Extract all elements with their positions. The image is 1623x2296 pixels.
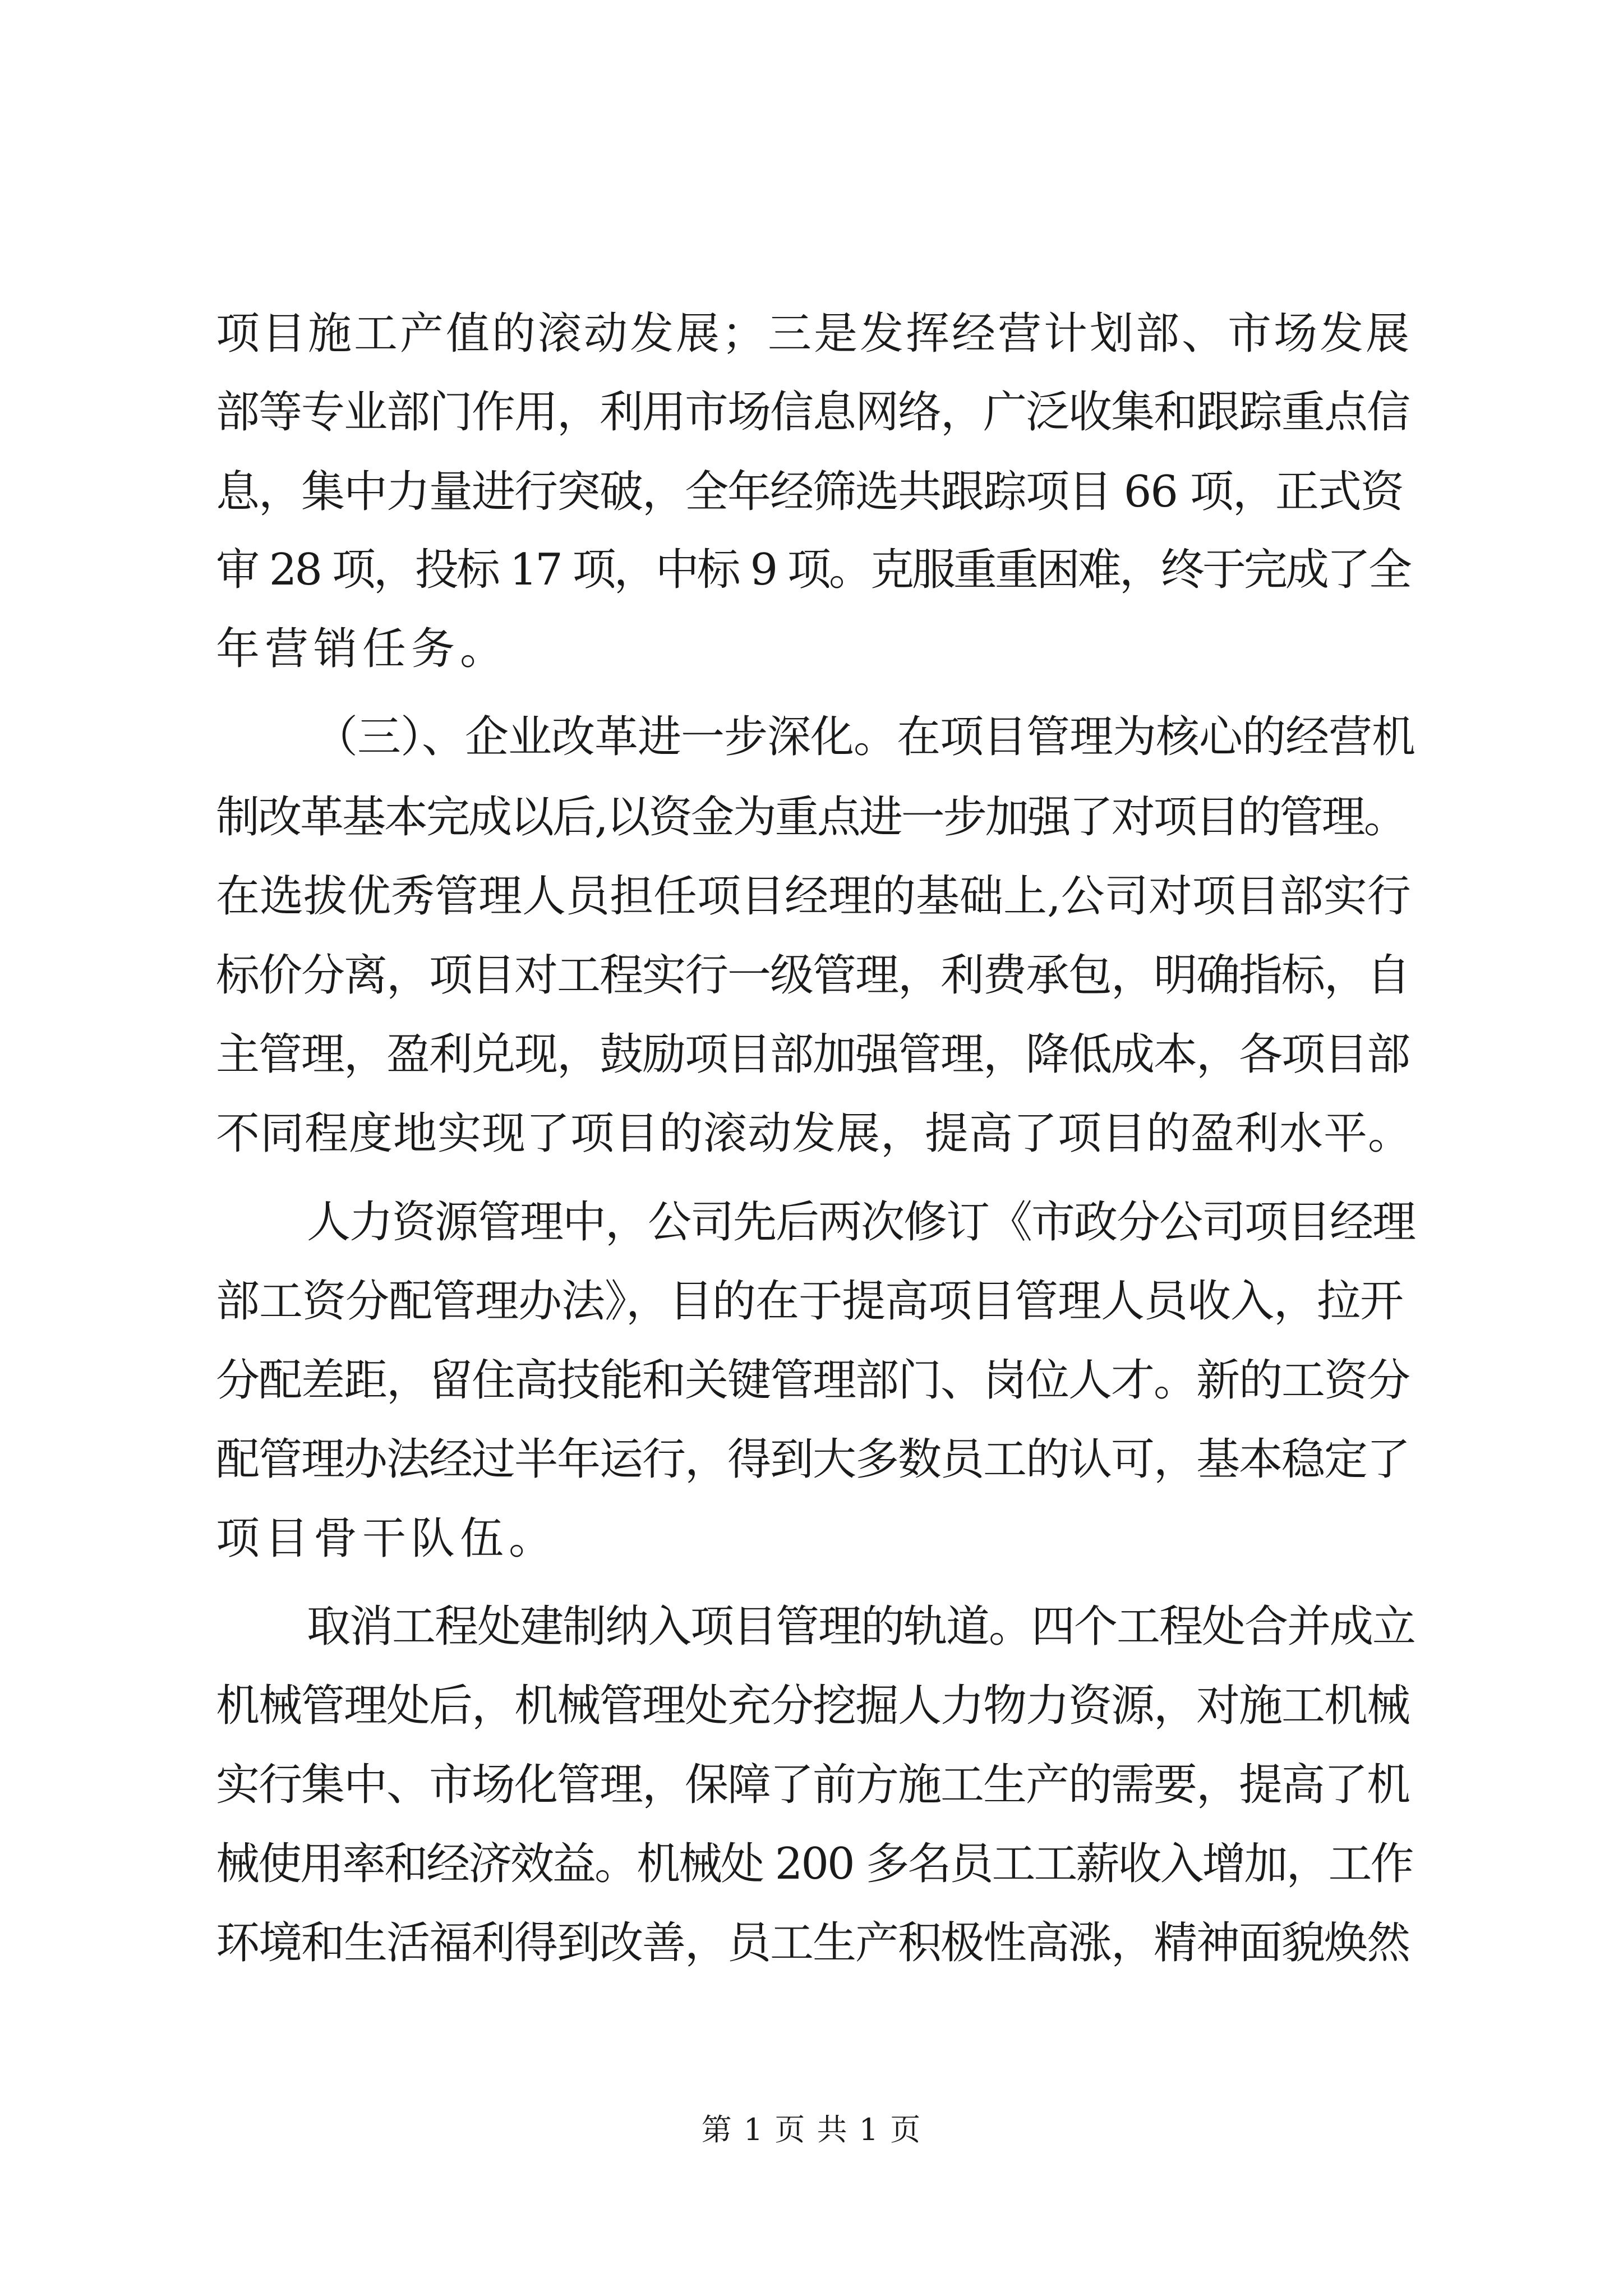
paragraph-line: 实行集中、市场化管理，保障了前方施工生产的需要，提高了机 [216, 1760, 1410, 1810]
paragraph-line: 配管理办法经过半年运行，得到大多数员工的认可，基本稳定了 [216, 1434, 1410, 1485]
paragraph-line: 分配差距，留住高技能和关键管理部门、岗位人才。新的工资分 [216, 1355, 1410, 1406]
paragraph-line: 部工资分配管理办法》，目的在于提高项目管理人员收入，拉开 [216, 1276, 1404, 1327]
paragraph-line: 机械管理处后，机械管理处充分挖掘人力物力资源，对施工机械 [216, 1681, 1410, 1731]
paragraph-line: 取消工程处建制纳入项目管理的轨道。四个工程处合并成立 [307, 1602, 1415, 1652]
paragraph-line: 在选拔优秀管理人员担任项目经理的基础上,公司对项目部实行 [216, 871, 1411, 922]
paragraph-line: 项目骨干队伍。 [216, 1513, 558, 1564]
paragraph-line: 械使用率和经济效益。机械处 200 多名员工工薪收入增加，工作 [216, 1839, 1413, 1889]
paragraph-line: 主管理，盈利兑现，鼓励项目部加强管理，降低成本，各项目部 [216, 1029, 1410, 1080]
paragraph-line: 审 28 项，投标 17 项，中标 9 项。克服重重困难，终于完成了全 [216, 545, 1410, 595]
paragraph-line: 标价分离，项目对工程实行一级管理，利费承包，明确指标，自 [216, 950, 1410, 1001]
paragraph-line: 不同程度地实现了项目的滚动发展，提高了项目的盈利水平。 [216, 1108, 1413, 1159]
paragraph-line: 息，集中力量进行突破，全年经筛选共跟踪项目 66 项，正式资 [216, 467, 1403, 517]
paragraph-line: 年营销任务。 [216, 624, 509, 674]
paragraph-line: 制改革基本完成以后,以资金为重点进一步加强了对项目的管理。 [216, 792, 1406, 843]
paragraph-line: 项目施工产值的滚动发展；三是发挥经营计划部、市场发展 [216, 309, 1412, 359]
paragraph-line: 人力资源管理中，公司先后两次修订《市政分公司项目经理 [307, 1197, 1415, 1248]
paragraph-line: 环境和生活福利得到改善，员工生产积极性高涨，精神面貌焕然 [216, 1918, 1410, 1968]
paragraph-line: 部等专业部门作用，利用市场信息网络，广泛收集和跟踪重点信 [216, 387, 1410, 438]
page-footer: 第 1 页 共 1 页 [701, 2112, 922, 2147]
paragraph-line: （三）、企业改革进一步深化。在项目管理为核心的经营机 [314, 712, 1415, 762]
